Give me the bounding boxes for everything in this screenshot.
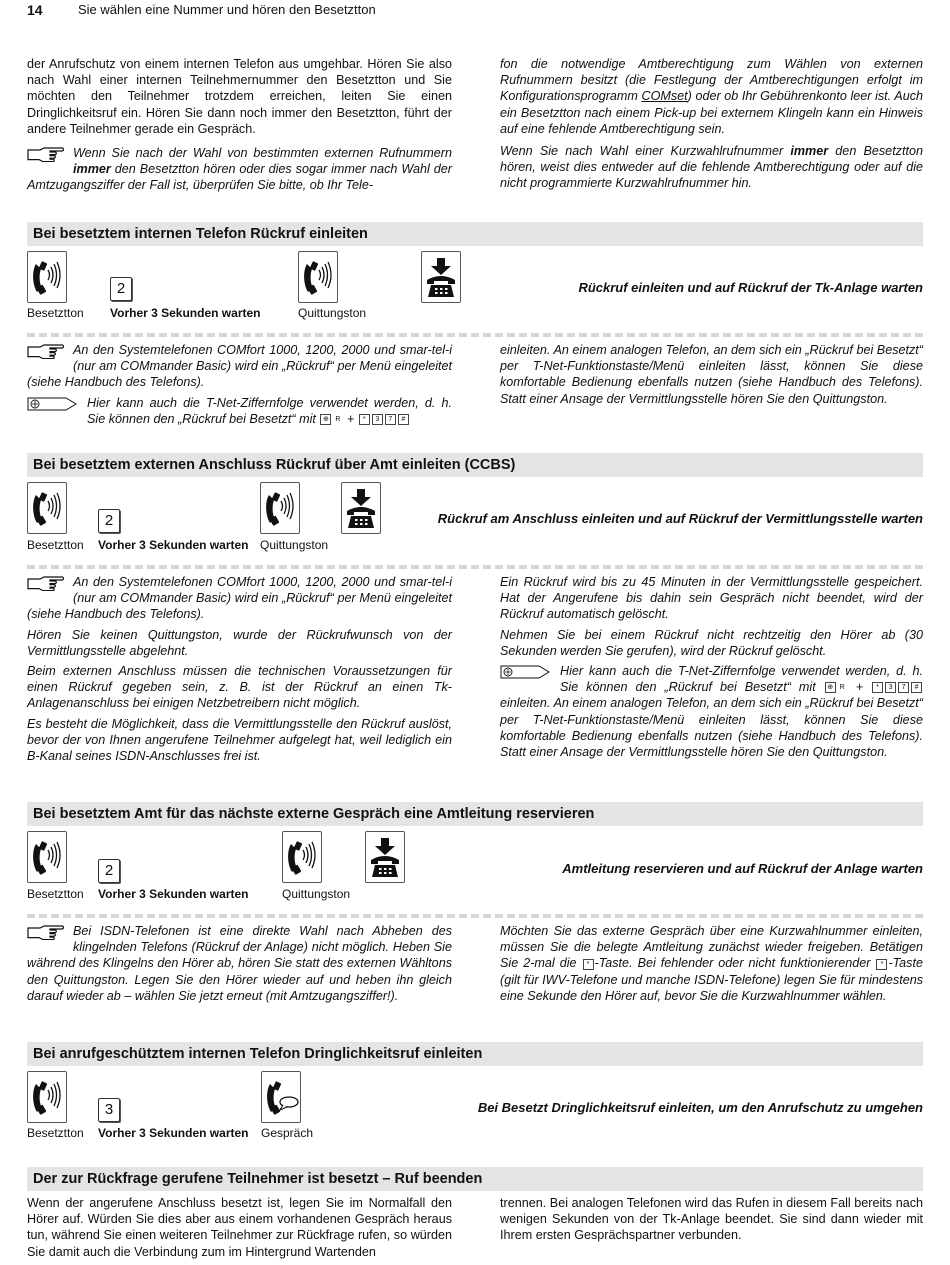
note-paragraph: Beim externen Anschluss müssen die technischen Voraussetzungen für einen Rückruf gegeben sein, z. B. ist der Rückruf an einen Tk-Anlagenanschluss bei einigen Netzbetreibern nicht möglich. <box>27 664 452 711</box>
digit-key: 3 <box>98 1098 120 1122</box>
s1-notes-left <box>27 342 452 431</box>
note-paragraph: Nehmen Sie bei einem Rückruf nicht rechtzeitig den Hörer ab (30 Sekunden werden Sie gerufen), wird der Rückruf gelöscht. <box>500 627 923 658</box>
star-key-icon: * <box>583 959 594 970</box>
caption-wait: Vorher 3 Sekunden warten <box>110 306 261 320</box>
caption-confirmation: Quittungston <box>260 538 329 552</box>
dashed-divider <box>27 914 923 918</box>
action-text: Rückruf am Anschluss einleiten und auf Rückruf der Vermittlungsstelle warten <box>437 511 923 526</box>
caption-busy-tone: Besetztton <box>27 887 84 901</box>
caption-busy-tone: Besetztton <box>27 538 84 552</box>
pointing-hand-icon <box>27 924 65 940</box>
s3-notes-left <box>27 923 452 1008</box>
pointing-hand-icon <box>27 575 65 591</box>
section-heading: Bei anrufgeschütztem internen Telefon Dringlichkeitsruf einleiten <box>27 1042 923 1066</box>
busy-tone-icon <box>27 251 67 303</box>
s2-notes-right <box>500 574 923 764</box>
note-paragraph: An den Systemtelefonen COMfort 1000, 1200, 2000 und smar-tel-i (nur am COMmander Basic) wird ein „Rückruf“ per Menü eingeleitet (siehe Handbuch des Telefons). <box>27 343 452 390</box>
caption-busy-tone: Besetztton <box>27 306 84 320</box>
conversation-icon <box>261 1071 301 1123</box>
caption-confirmation: Quittungston <box>282 887 351 901</box>
s3-notes-right <box>500 923 923 1008</box>
running-header: Sie wählen eine Nummer und hören den Besetztton <box>78 2 376 17</box>
s2-notes-left <box>27 574 452 768</box>
caption-conversation: Gespräch <box>261 1126 314 1140</box>
hang-up-icon <box>365 831 405 883</box>
intro-right-paragraph: fon die notwendige Amtberechtigung zum Wählen von externen Rufnummern besitzt (die Festlegung der Amtberechtigungen erfolgt im Konfigurationsprogramm COMset) oder ob Ihr Gebührenkonto leer ist. Auch ein Besetztton nach einem Pick-up bei externem Klingeln kann ein Hinweis auf eine fehlende Amtberechtigung sein. <box>500 57 923 136</box>
digit-key: 2 <box>110 277 132 301</box>
s5-right-column: trennen. Bei analogen Telefonen wird das Rufen in diesem Fall bereits nach wenigen Sekunden von der Tk-Anlage beendet. Sie sind dann wieder mit Ihrem ersten Gesprächspartner verbunden. <box>500 1196 923 1243</box>
digit-key: 2 <box>98 859 120 883</box>
tnet-icon <box>27 397 77 415</box>
star-key-icon: * <box>876 959 887 970</box>
hang-up-icon <box>421 251 461 303</box>
section-heading: Bei besetztem externen Anschluss Rückruf über Amt einleiten (CCBS) <box>27 453 923 477</box>
dashed-divider <box>27 565 923 569</box>
note-paragraph: Möchten Sie das externe Gespräch über eine Kurzwahlnummer einleiten, müssen Sie die belegte Amtleitung zunächst wieder freigeben. Betätigen Sie 2-mal die * -Taste. Bei fehlender oder nicht funktionierender * -Taste (gilt für IWV-Telefone und manche ISDN-Telefone) legen Sie für mindestens eine Sekunde den Hörer auf, bevor Sie die Kurzwahlnummer wählen. <box>500 924 923 1003</box>
note-paragraph: An den Systemtelefonen COMfort 1000, 1200, 2000 und smar-tel-i (nur am COMmander Basic) wird ein „Rückruf“ per Menü eingeleitet (siehe Handbuch des Telefons). <box>27 575 452 622</box>
intro-right-column <box>500 56 923 196</box>
keypad-sequence-icon: ⊕ <box>320 414 331 425</box>
action-text: Amtleitung reservieren und auf Rückruf der Anlage warten <box>562 861 923 876</box>
intro-note: Wenn Sie nach der Wahl von bestimmten externen Rufnummern immer den Besetztton hören oder dies sogar immer nach Wahl der Amtzugangsziffer der Fall ist, überprüfen Sie bitte, ob Ihr Tele- <box>27 146 452 193</box>
note-paragraph: Es besteht die Möglichkeit, dass die Vermittlungsstelle den Rückruf auslöst, bevor der von Ihnen angerufene Teilnehmer aufgelegt hat, weil lediglich ein B-Kanal seines ISDN-Anschlusses frei ist. <box>27 716 452 764</box>
s1-notes-right: einleiten. An einem analogen Telefon, an dem sich ein „Rückruf bei Besetzt“ per T-Net-Funktionstaste/Menü einleiten lässt, können Sie diese komfortable Bedienung ebenfalls nutzen (siehe Handbuch des Telefons). Statt einer Ansage der Vermittlungsstelle hören Sie den Quittungston. <box>500 343 923 406</box>
intro-right-paragraph-2: Wenn Sie nach Wahl einer Kurzwahlrufnummer immer den Besetztton hören, weist dies entweder auf die fehlende Amtberechtigung oder auf die nicht programmierte Kurzwahlrufnummer hin. <box>500 144 923 191</box>
hang-up-icon <box>341 482 381 534</box>
section-heading: Bei besetztem Amt für das nächste externe Gespräch eine Amtleitung reservieren <box>27 802 923 826</box>
caption-wait: Vorher 3 Sekunden warten <box>98 887 249 901</box>
busy-tone-icon <box>27 831 67 883</box>
caption-confirmation: Quittungston <box>298 306 367 320</box>
section-heading: Der zur Rückfrage gerufene Teilnehmer ist besetzt – Ruf beenden <box>27 1167 923 1191</box>
dashed-divider <box>27 333 923 337</box>
intro-paragraph: der Anrufschutz von einem internen Telefon aus umgehbar. Hören Sie also nach Wahl einer internen Teilnehmernummer den Besetztton und Sie möchten den Teilnehmer trotzdem erreichen, leiten Sie einen Dringlichkeitsruf ein. Hören Sie dann noch immer den Besetztton, führt der andere Teilnehmer gerade ein Gespräch. <box>27 57 452 136</box>
pointing-hand-icon <box>27 343 65 359</box>
note-paragraph: Ein Rückruf wird bis zu 45 Minuten in der Vermittlungsstelle gespeichert. Hat der Angerufene bis dahin sein Gespräch nicht beendet, wird der Rückruf automatisch gelöscht. <box>500 575 923 622</box>
confirmation-tone-icon <box>298 251 338 303</box>
tnet-note: Hier kann auch die T-Net-Ziffernfolge verwendet werden, d. h. Sie können den „Rückruf bei Besetzt“ mit ⊕ R + * 3 7 # einleiten. An einem analogen Telefon, an dem sich ein „Rückruf bei Besetzt“ per T-Net-Funktionstaste/Menü einleiten lässt, können Sie diese komfortable Bedienung ebenfalls nutzen (siehe Handbuch des Telefons). Statt einer Ansage der Vermittlungsstelle hören Sie den Quittungston. <box>500 664 923 760</box>
tnet-note: Hier kann auch die T-Net-Ziffernfolge verwendet werden, d. h. Sie können den „Rückruf bei Besetzt“ mit ⊕ R + * 3 7 # <box>27 395 452 427</box>
pointing-hand-icon <box>27 146 65 162</box>
page-number: 14 <box>27 2 43 18</box>
section-heading: Bei besetztem internen Telefon Rückruf einleiten <box>27 222 923 246</box>
s5-left-column: Wenn der angerufene Anschluss besetzt ist, legen Sie im Normalfall den Hörer auf. Würden Sie dies aber aus einem vorhandenen Gespräch heraus tun, während Sie einen weiteren Teilnehmer zur Rückfrage rufen, so würden Sie damit auch die Verbindung zum im Hintergrund Wartenden <box>27 1196 452 1259</box>
busy-tone-icon <box>27 1071 67 1123</box>
action-text: Bei Besetzt Dringlichkeitsruf einleiten, um den Anrufschutz zu umgehen <box>477 1100 923 1115</box>
action-text: Rückruf einleiten und auf Rückruf der Tk-Anlage warten <box>578 280 923 295</box>
intro-left-column <box>27 56 452 198</box>
note-paragraph: Bei ISDN-Telefonen ist eine direkte Wahl nach Abheben des klingelnden Telefons (Rückruf der Anlage) nicht möglich. Heben Sie während des Klingelns den Hörer ab, hören Sie statt des externen Wähltons den Quittungston. Legen Sie den Hörer wieder auf und heben ihn gleich darauf wieder ab – wählen Sie jetzt erneut (mit Amtzugangsziffer!). <box>27 924 452 1003</box>
digit-key: 2 <box>98 509 120 533</box>
caption-busy-tone: Besetztton <box>27 1126 84 1140</box>
caption-wait: Vorher 3 Sekunden warten <box>98 538 249 552</box>
confirmation-tone-icon <box>260 482 300 534</box>
busy-tone-icon <box>27 482 67 534</box>
tnet-icon <box>500 665 550 683</box>
keypad-sequence-icon: ⊕ <box>825 682 836 693</box>
confirmation-tone-icon <box>282 831 322 883</box>
caption-wait: Vorher 3 Sekunden warten <box>98 1126 249 1140</box>
note-paragraph: Hören Sie keinen Quittungston, wurde der Rückrufwunsch von der Vermittlungsstelle abgelehnt. <box>27 627 452 658</box>
comset-link[interactable]: COMset <box>641 89 688 104</box>
